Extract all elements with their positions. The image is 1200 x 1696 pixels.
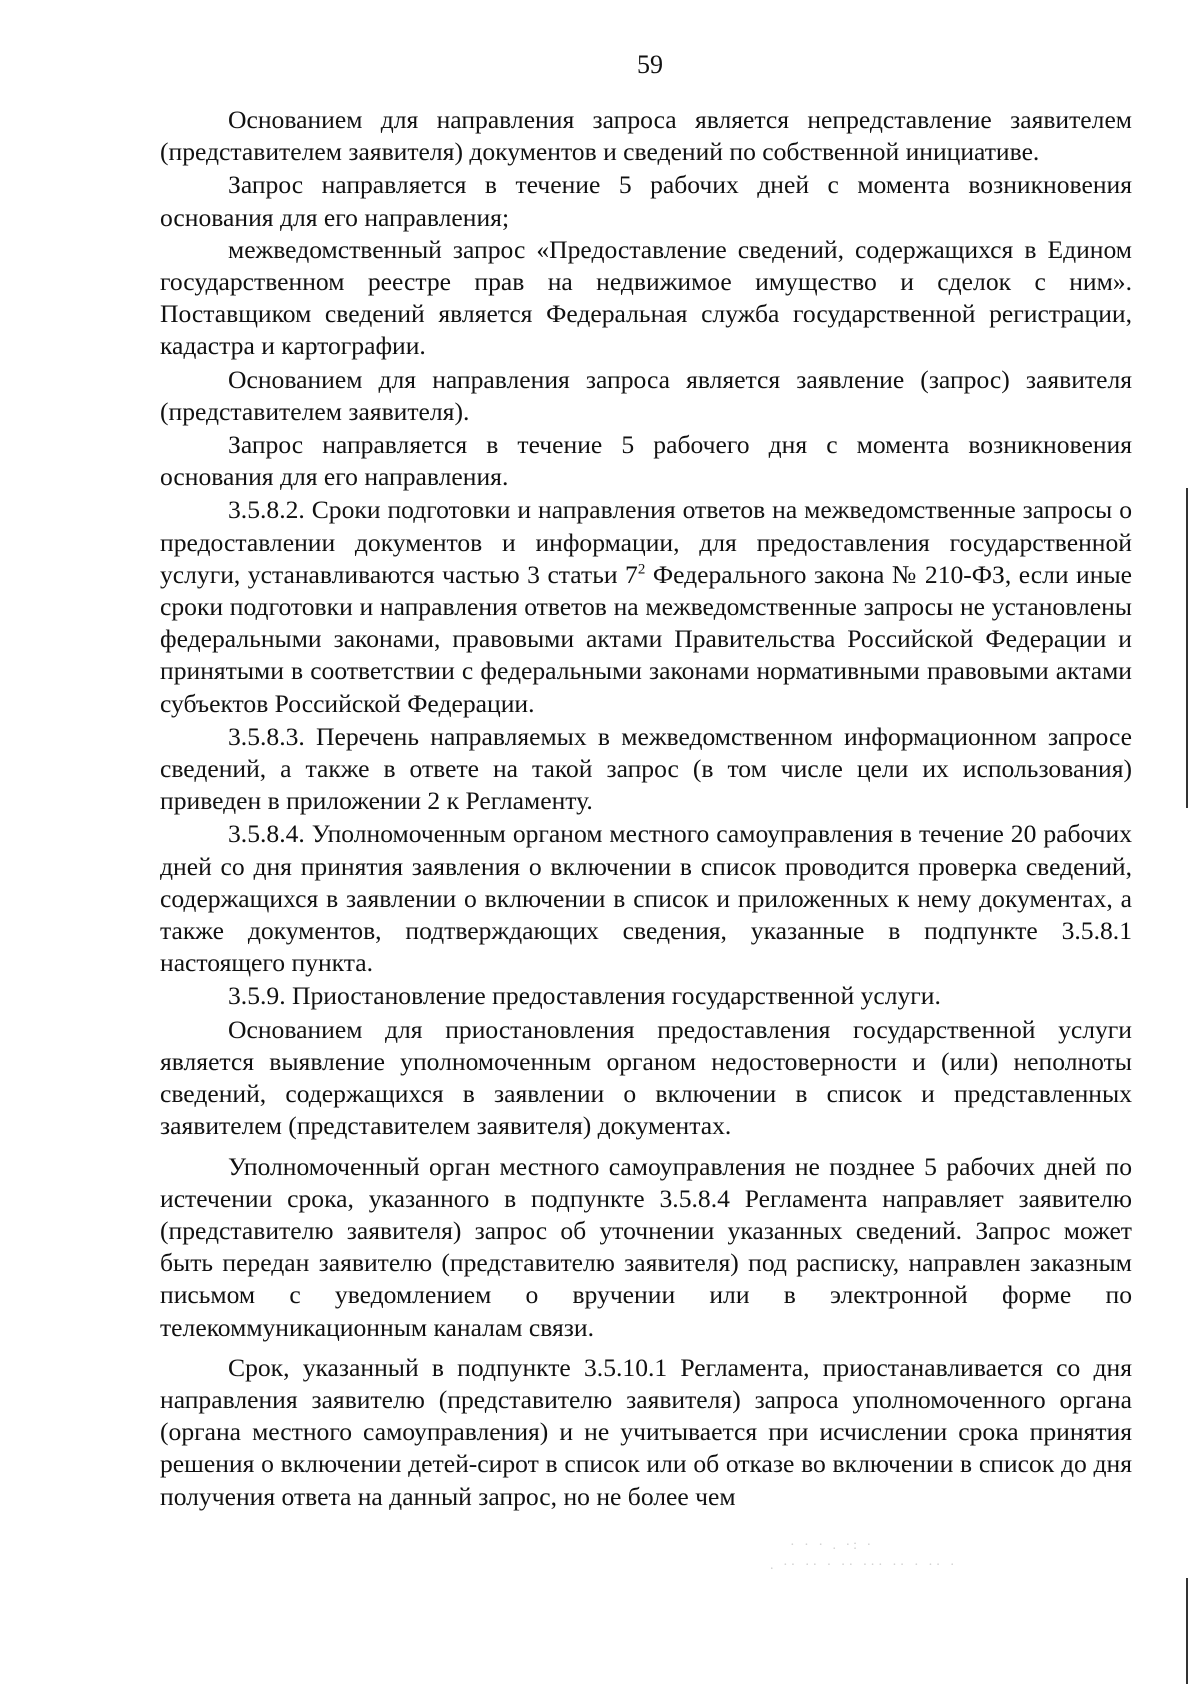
paragraph: 3.5.8.3. Перечень направляемых в межведомственном информационном запросе сведений, а также в ответе на такой запрос (в том числе цели их использования) приведен в приложении 2 к Регламенту. bbox=[160, 721, 1132, 816]
page-number: 59 bbox=[637, 50, 663, 79]
scan-margin-mark bbox=[1186, 488, 1188, 808]
paragraph-text-after: Федерального закона № 210-ФЗ, если иные сроки подготовки и направления ответов на межведомственные запросы не установлены федеральными законами, правовыми актами Правительства Российской Федерации и принятыми в соответствии с федеральными законами нормативными правовыми актами субъектов Российской Федерации. bbox=[160, 559, 1133, 718]
superscript: 2 bbox=[637, 561, 646, 578]
paragraph: Основанием для направления запроса является непредставление заявителем (представителем заявителя) документов и сведений по собственной инициативе. bbox=[160, 105, 1132, 167]
paragraph: 3.5.8.4. Уполномоченным органом местного самоуправления в течение 20 рабочих дней со дня принятия заявления о включении в список проводится проверка сведений, содержащихся в заявлении о включении в список и приложенных к нему документах, а также документов, подтверждающих сведения, указанные в подпункте 3.5.8.1 настоящего пункта. bbox=[160, 819, 1132, 978]
paragraph: Основанием для приостановления предоставления государственной услуги является выявление уполномоченным органом недостоверности и (или) неполноты сведений, содержащихся в заявлении о включении в список и представленных заявителем (представителем заявителя) документах. bbox=[160, 1014, 1132, 1141]
scan-margin-mark bbox=[1186, 1578, 1188, 1684]
paragraph: Основанием для направления запроса является заявление (запрос) заявителя (представителем заявителя). bbox=[160, 364, 1132, 426]
paragraph: Уполномоченный орган местного самоуправления не позднее 5 рабочих дней по истечении срока, указанного в подпункте 3.5.8.4 Регламента направляет заявителю (представителю заявителя) запрос об уточнении указанных сведений. Запрос может быть передан заявителю (представителю заявителя) под расписку, направлен заказным письмом с уведомлением о вручении или в электронной форме по телекоммуникационным каналам связи. bbox=[160, 1151, 1132, 1342]
paragraph bbox=[160, 494, 1132, 719]
paragraph: межведомственный запрос «Предоставление сведений, содержащихся в Едином государственном реестре прав на недвижимое имущество и сделок с ним». Поставщиком сведений является Федеральная служба государственной регистрации, кадастра и картографии. bbox=[160, 234, 1132, 361]
paragraph: Запрос направляется в течение 5 рабочих дней с момента возникновения основания для его направления; bbox=[160, 170, 1132, 232]
scan-artifact: · · · . ·: · bbox=[790, 1538, 875, 1553]
document-body bbox=[160, 104, 1132, 1513]
paragraph: Срок, указанный в подпункте 3.5.10.1 Регламента, приостанавливается со дня направления заявителю (представителю заявителя) запроса уполномоченного органа (органа местного самоуправления) и не учитывается при исчислении срока принятия решения о включении детей-сирот в список или об отказе во включении в список до дня получения ответа на данный запрос, но не более чем bbox=[160, 1352, 1132, 1511]
paragraph: Запрос направляется в течение 5 рабочего дня с момента возникновения основания для его направления. bbox=[160, 430, 1132, 492]
paragraph-text-before: 3.5.8.2. Сроки подготовки и направления ответов на межведомственные запросы о предоставлении документов и информации, для предоставления государственной услуги, устанавливаются частью 3 статьи 7 bbox=[160, 495, 1132, 589]
scan-artifact: . ·· ·· · ·· ··· ·· · ·· · bbox=[770, 1558, 958, 1573]
paragraph: 3.5.9. Приостановление предоставления государственной услуги. bbox=[228, 981, 941, 1011]
